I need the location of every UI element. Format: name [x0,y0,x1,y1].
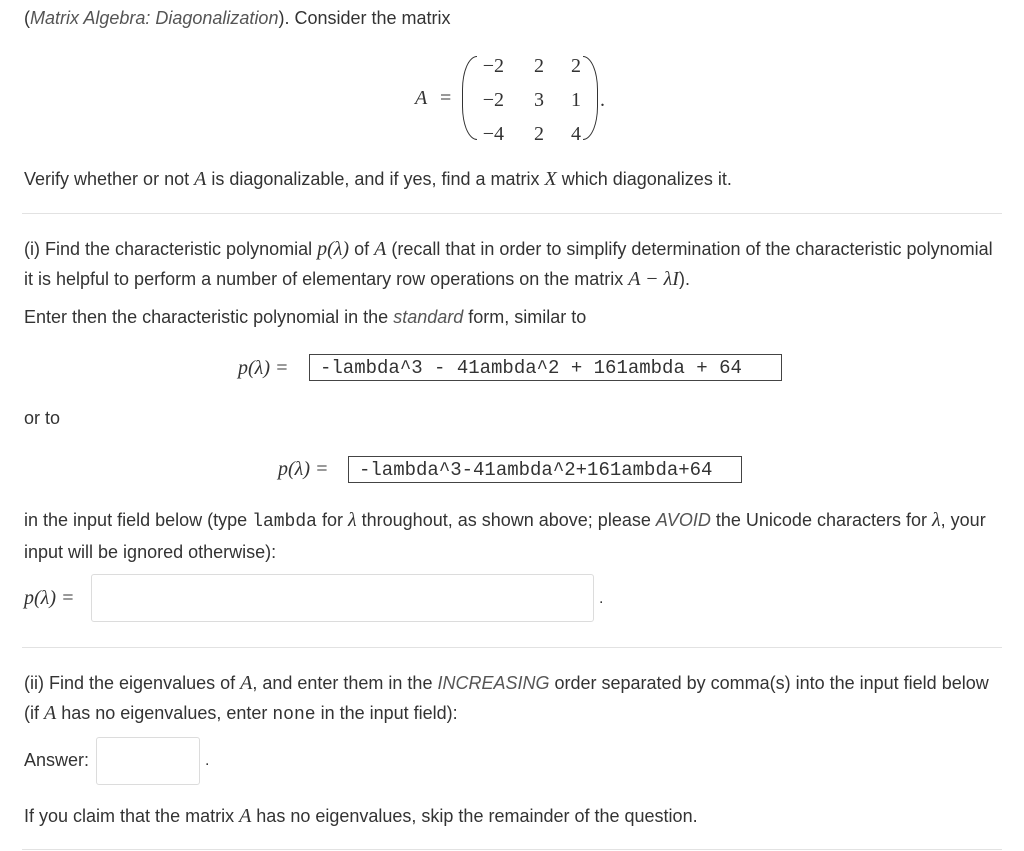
matrix-cell: 3 [534,89,544,111]
polynomial-trailing-period: . [599,590,604,607]
part-ii-instructions: (ii) Find the eigenvalues of A, and enter them in the INCREASING order separated by comma(s) into the input field below (if A has no eigenvalues, enter none in the input field): [24,672,989,725]
or-to-text: or to [24,408,61,428]
enter-then-text: Enter then the characteristic polynomial in the standard form, similar to [24,307,587,327]
polynomial-answer-label: p(λ) = [24,587,75,609]
matrix-cell: 1 [571,89,581,111]
matrix-name: A [415,87,428,109]
divider [22,647,1002,648]
matrix-cell: 2 [534,123,544,145]
example2-lhs: p(λ) = [278,458,329,480]
matrix-trailing-period: . [600,89,605,111]
example2-box: -lambda^3-41ambda^2+161ambda+64 [348,456,742,483]
eigenvalues-input[interactable] [96,737,200,785]
example1-box: -lambda^3 - 41ambda^2 + 161ambda + 64 [309,354,782,381]
eigenvalues-answer-label: Answer: [24,750,90,770]
divider [22,849,1002,850]
eigenvalues-trailing-period: . [205,752,210,769]
matrix-right-paren [583,56,598,140]
topic-label: Matrix Algebra: Diagonalization [30,8,279,28]
input-instructions: in the input field below (type lambda for λ throughout, as shown above; please AVOID the Unicode characters for λ, your input will be ignored otherwise): [24,509,986,562]
question-intro: (Matrix Algebra: Diagonalization). Consider the matrix [24,8,451,28]
matrix-cell: 2 [571,55,581,77]
polynomial-input[interactable] [91,574,594,622]
divider [22,213,1002,214]
matrix-equals: = [440,87,452,109]
verify-statement: Verify whether or not A is diagonalizable, and if yes, find a matrix X which diagonalizes it. [24,168,732,190]
matrix-cell: −2 [482,55,504,77]
matrix-cell: −2 [482,89,504,111]
skip-note: If you claim that the matrix A has no eigenvalues, skip the remainder of the question. [24,805,698,827]
example1-lhs: p(λ) = [238,357,289,379]
part-i-instructions: (i) Find the characteristic polynomial p(λ) of A (recall that in order to simplify determination of the characteristic polynomial it is helpful to perform a number of elementary row operations on the matrix A − λI). [24,238,993,290]
matrix-cell: 2 [534,55,544,77]
matrix-cell: 4 [571,123,581,145]
matrix-cell: −4 [482,123,504,145]
